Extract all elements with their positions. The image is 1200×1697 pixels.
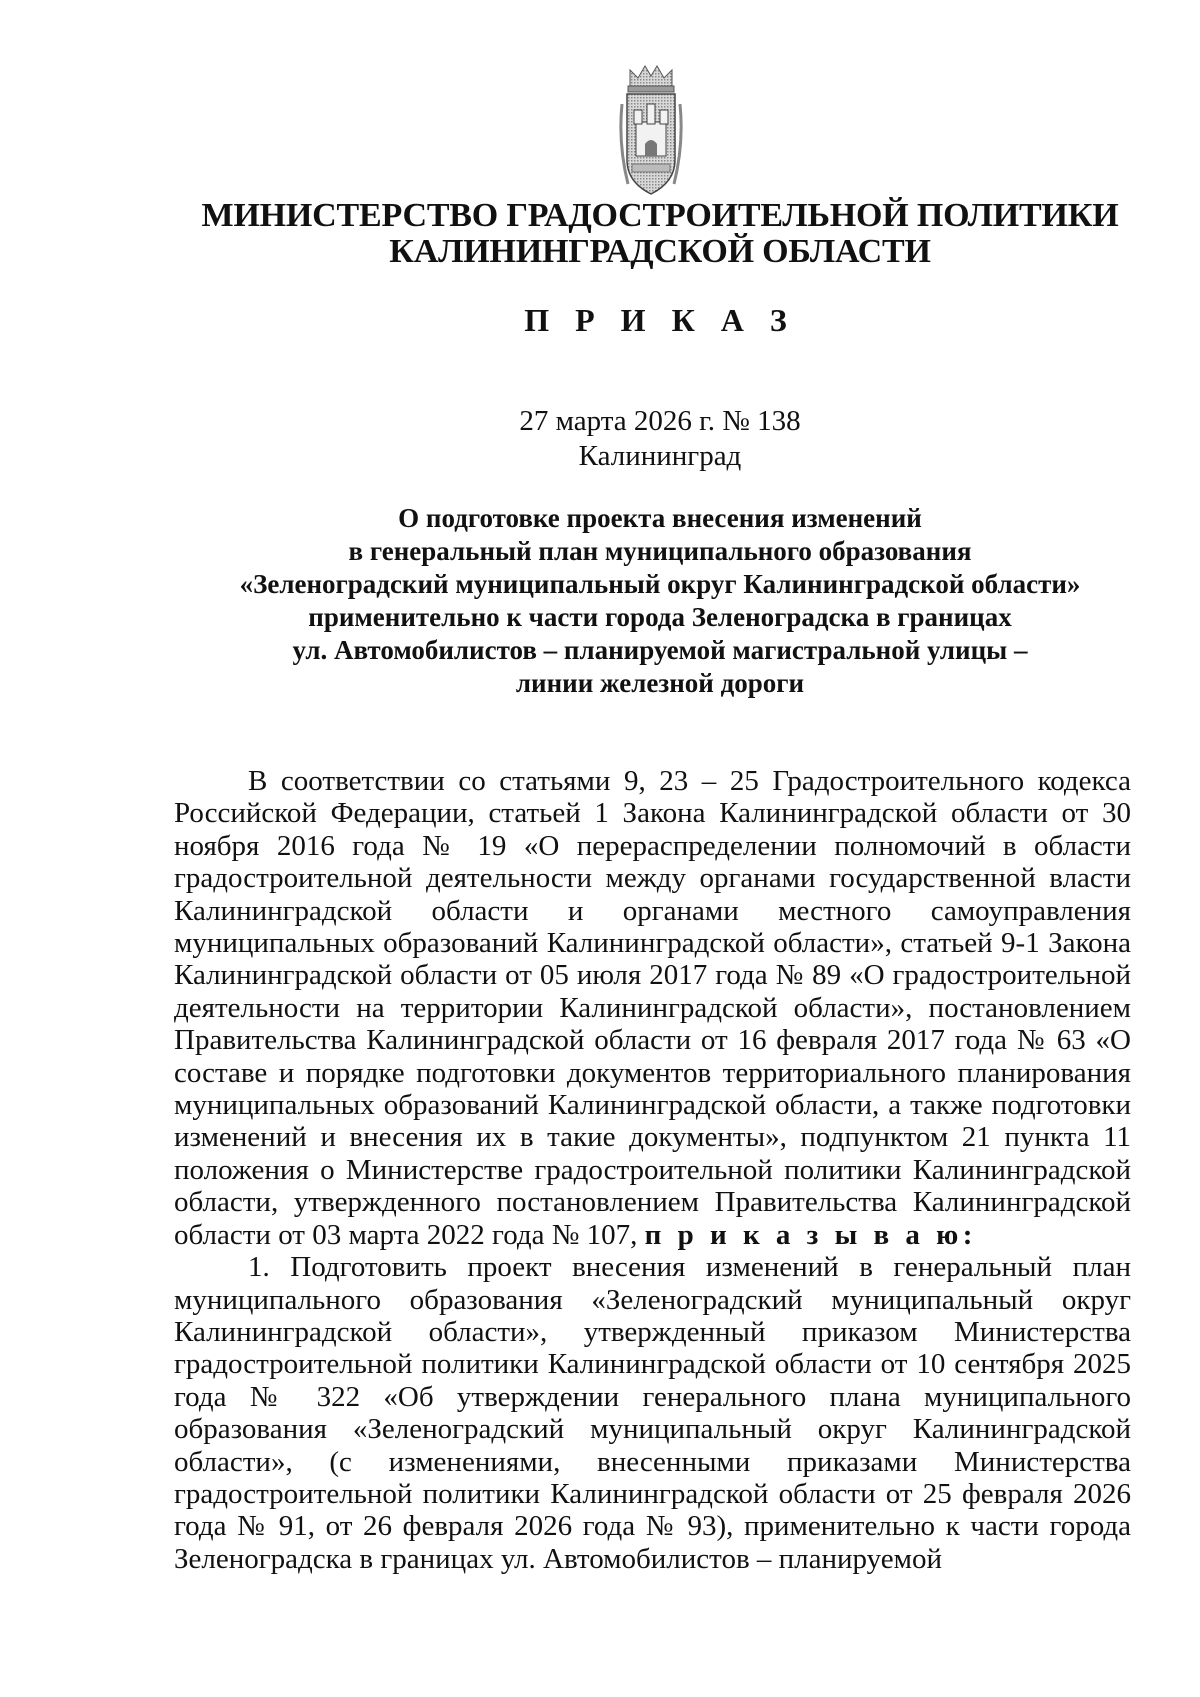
subject-line: применительно к части города Зеленоградска в границах bbox=[308, 602, 1012, 632]
subject-line: линии железной дороги bbox=[515, 668, 805, 698]
order-date-number: 27 марта 2026 г. № 138 bbox=[519, 405, 801, 437]
subject-line: «Зеленоградский муниципальный округ Калининградской области» bbox=[239, 569, 1081, 599]
item-1-paragraph: 1. Подготовить проект внесения изменений в генеральный план муниципального образования «Зеленоградский муниципальный округ Калининградской области», утвержденный приказом Министерства градостроительной политики Калининградской области от 10 сентября 2025 года № 322 «Об утверждении генерального плана муниципального образования «Зеленоградский муниципальный округ Калининградской области», (с изменениями, внесенными приказами Министерства градостроительной политики Калининградской области от 25 февраля 2026 года № 91, от 26 февраля 2026 года № 93), применительно к части города Зеленоградска в границах ул. Автомобилистов – планируемой bbox=[174, 1251, 1131, 1575]
subject-line: в генеральный план муниципального образования bbox=[348, 536, 972, 566]
order-body bbox=[174, 765, 1131, 1575]
ministry-line: МИНИСТЕРСТВО ГРАДОСТРОИТЕЛЬНОЙ ПОЛИТИКИ bbox=[201, 197, 1119, 234]
coat-of-arms-icon bbox=[616, 64, 686, 200]
order-city: Калининград bbox=[578, 440, 742, 472]
preamble-paragraph bbox=[174, 765, 1131, 1251]
subject-line: ул. Автомобилистов – планируемой магистральной улицы – bbox=[292, 635, 1028, 665]
order-verb: п р и к а з ы в а ю: bbox=[644, 1218, 977, 1251]
ministry-name bbox=[160, 198, 1160, 270]
ministry-line: КАЛИНИНГРАДСКОЙ ОБЛАСТИ bbox=[389, 233, 931, 270]
order-subject bbox=[160, 502, 1160, 700]
preamble-text: В соответствии со статьями 9, 23 – 25 Градостроительного кодекса Российской Федерации, статьей 1 Закона Калининградской области от 30 ноября 2016 года № 19 «О перераспределении полномочий в области градостроительной деятельности между органами государственной власти Калининградской области и органами местного самоуправления муниципальных образований Калининградской области», статьей 9-1 Закона Калининградской области от 05 июля 2017 года № 89 «О градостроительной деятельности на территории Калининградской области», постановлением Правительства Калининградской области от 16 февраля 2017 года № 63 «О составе и порядке подготовки документов территориального планирования муниципальных образований Калининградской области, а также подготовки изменений и внесения их в такие документы», подпунктом 21 пункта 11 положения о Министерстве градостроительной политики Калининградской области, утвержденного постановлением Правительства Калининградской области от 03 марта 2022 года № 107, bbox=[174, 765, 1131, 1251]
subject-line: О подготовке проекта внесения изменений bbox=[398, 503, 922, 533]
order-title: П Р И К А З bbox=[524, 302, 796, 338]
